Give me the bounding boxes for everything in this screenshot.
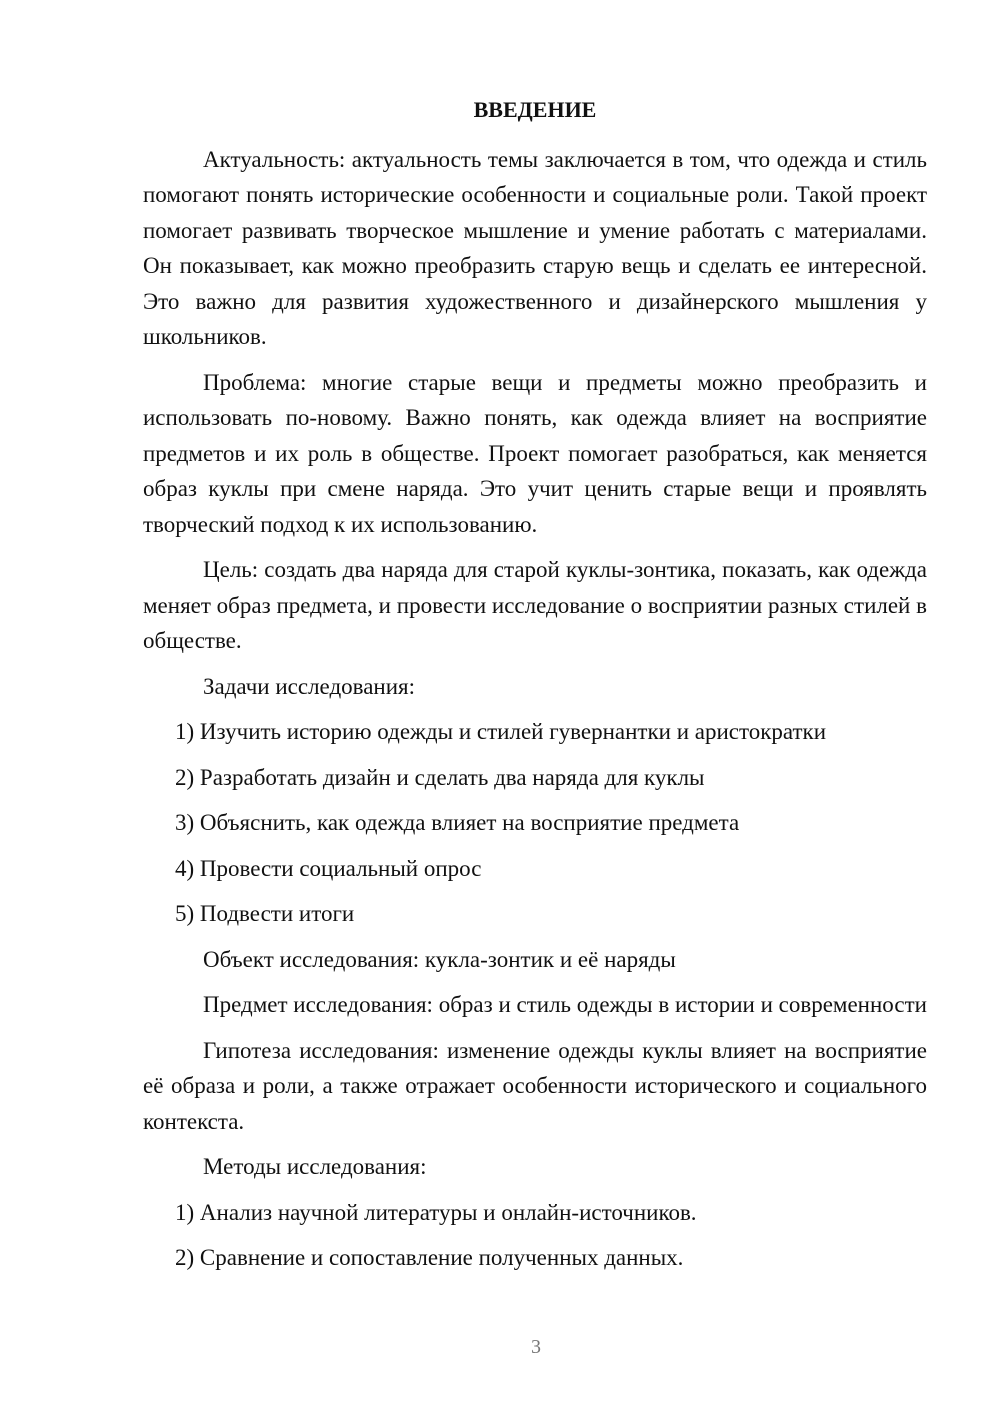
paragraph-problem: Проблема: многие старые вещи и предметы можно преобразить и использовать по-новому. Важно понять, как одежда влияет на восприятие предметов и их роль в обществе. Проект помогает разобраться, как меняется образ куклы при смене наряда. Это учит ценить старые вещи и проявлять творческий подход к их использованию. xyxy=(143,369,927,537)
page-number: 3 xyxy=(531,1336,541,1358)
list-item: 4) Провести социальный опрос xyxy=(175,855,482,881)
list-item: 3) Объяснить, как одежда влияет на восприятие предмета xyxy=(175,810,740,835)
paragraph-object: Объект исследования: кукла-зонтик и её наряды xyxy=(203,946,676,972)
methods-list xyxy=(143,1195,927,1276)
list-item: 2) Разработать дизайн и сделать два наряда для куклы xyxy=(175,764,705,790)
document-page xyxy=(143,92,927,1286)
section-title: ВВЕДЕНИЕ xyxy=(473,97,597,122)
tasks-list xyxy=(143,714,927,932)
list-item: 1) Изучить историю одежды и стилей гувернантки и аристократки xyxy=(175,719,827,744)
paragraph-relevance: Актуальность: актуальность темы заключается в том, что одежда и стиль помогают понять исторические особенности и социальные роли. Такой проект помогает развивать творческое мышление и умение работать с материалами. Он показывает, как можно преобразить старую вещь и сделать ее интересной. Это важно для развития художественного и дизайнерского мышления у школьников. xyxy=(143,146,927,349)
paragraph-hypothesis: Гипотеза исследования: изменение одежды куклы влияет на восприятие её образа и роли, а также отражает особенности исторического и социального контекста. xyxy=(143,1037,927,1134)
list-item: 1) Анализ научной литературы и онлайн-источников. xyxy=(175,1199,697,1225)
methods-heading: Методы исследования: xyxy=(203,1154,427,1179)
paragraph-subject: Предмет исследования: образ и стиль одежды в истории и современности xyxy=(203,992,927,1017)
paragraph-goal: Цель: создать два наряда для старой куклы-зонтика, показать, как одежда меняет образ предмета, и провести исследование о восприятии разных стилей в обществе. xyxy=(143,557,927,653)
list-item: 5) Подвести итоги xyxy=(175,901,355,926)
tasks-heading: Задачи исследования: xyxy=(203,673,416,699)
list-item: 2) Сравнение и сопоставление полученных данных. xyxy=(175,1245,684,1270)
